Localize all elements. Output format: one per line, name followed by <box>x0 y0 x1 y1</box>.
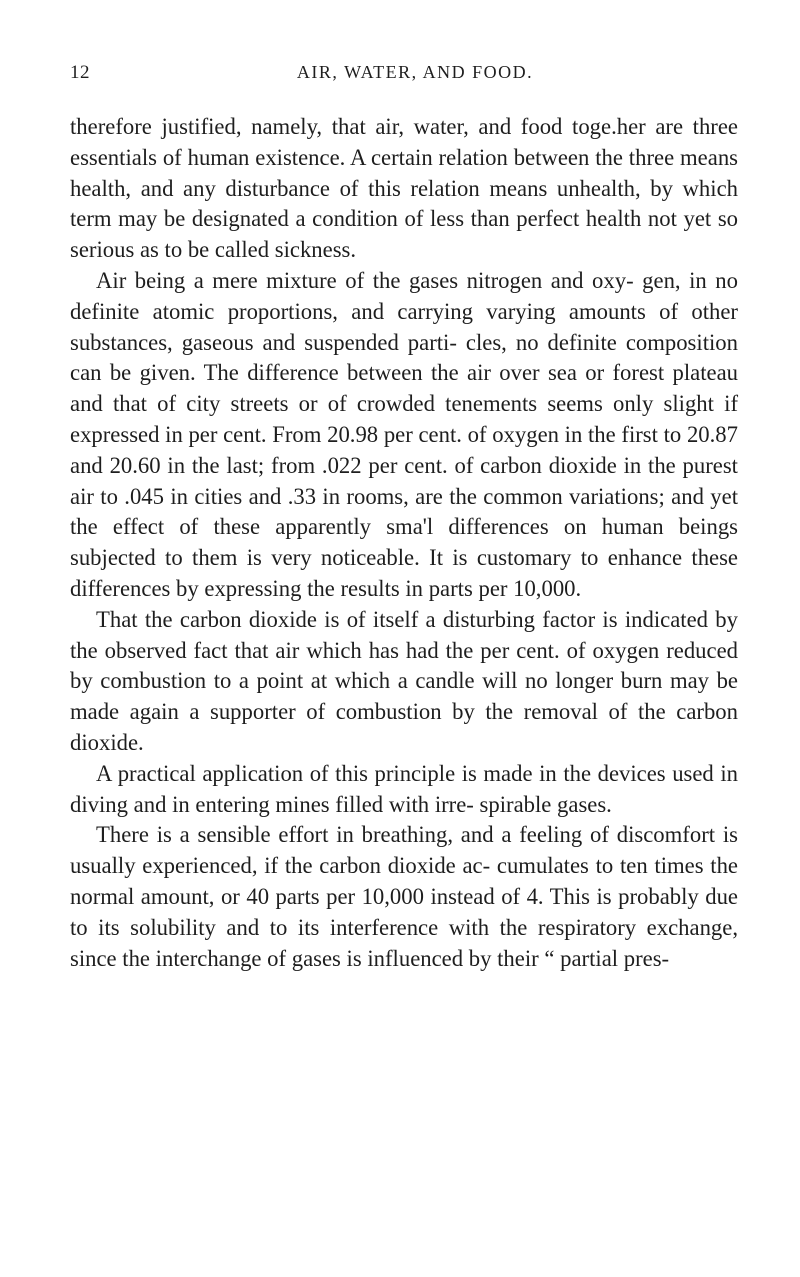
running-title: AIR, WATER, AND FOOD. <box>296 62 534 82</box>
paragraph-practical-application: A practical application of this principle is made in the devices used in diving and in entering mines filled with irre- spirable gases. <box>70 760 738 817</box>
body-text <box>70 112 738 974</box>
page-number: 12 <box>70 62 90 83</box>
paragraph-continuation: therefore justified, namely, that air, water, and food toge.her are three essentials of human existence. A certain relation between the three means health, and any disturbance of this relation means unhealth, by which term may be designated a condition of less than perfect health not yet so serious as to be called sickness. <box>70 114 738 263</box>
paragraph-breathing-effort: There is a sensible effort in breathing, and a feeling of discomfort is usually experienced, if the carbon dioxide ac- cumulates to ten times the normal amount, or 40 parts per 10,000 instead of 4. This is probably due to its solubility and to its interference with the respiratory exchange, since the interchange of gases is influenced by their “ partial pres- <box>70 822 738 971</box>
paragraph-carbon-dioxide-factor: That the carbon dioxide is of itself a disturbing factor is indicated by the observed fact that air which has had the per cent. of oxygen reduced by combustion to a point at which a candle will no longer burn may be made again a supporter of combustion by the removal of the carbon dioxide. <box>70 606 738 755</box>
paragraph-air-composition: Air being a mere mixture of the gases nitrogen and oxy- gen, in no definite atomic proportions, and carrying varying amounts of other substances, gaseous and suspended parti- cles, no definite composition can be given. The difference between the air over sea or forest plateau and that of city streets or of crowded tenements seems only slight if expressed in per cent. From 20.98 per cent. of oxygen in the first to 20.87 and 20.60 in the last; from .022 per cent. of carbon dioxide in the purest air to .045 in cities and .33 in rooms, are the common variations; and yet the effect of these apparently sma'l differences on human beings subjected to them is very noticeable. It is customary to enhance these differences by expressing the results in parts per 10,000. <box>70 267 738 601</box>
running-head <box>70 62 738 86</box>
